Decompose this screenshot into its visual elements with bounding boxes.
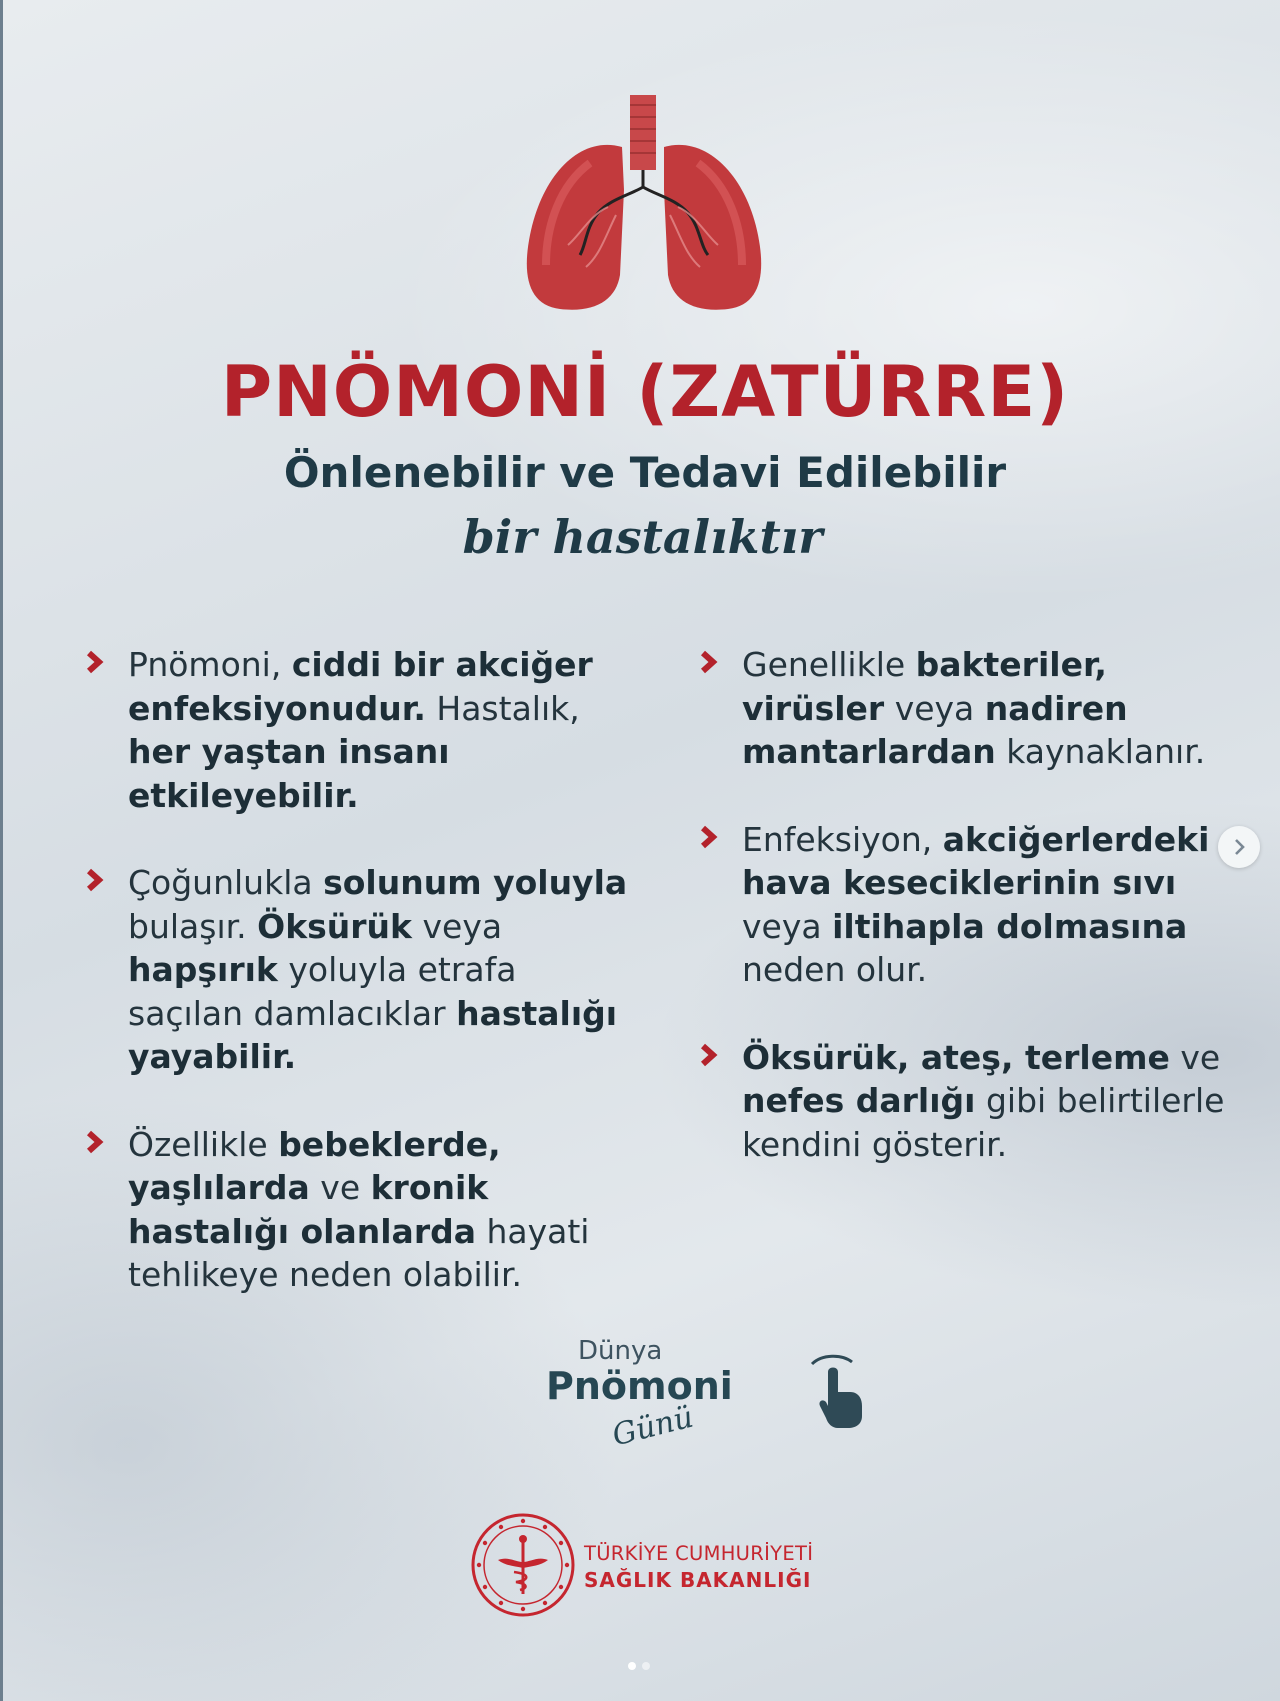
text-run-bold: hastalığı yayabilir. bbox=[128, 993, 618, 1076]
text-run: ve bbox=[309, 1168, 371, 1207]
bullet-text bbox=[128, 643, 629, 817]
bullet-text bbox=[742, 1036, 1243, 1167]
bullet-item bbox=[698, 818, 1243, 992]
text-run-bold: iltihapla dolmasına bbox=[832, 906, 1188, 946]
text-run-bold: hapşırık bbox=[128, 950, 278, 989]
bullet-item bbox=[84, 861, 629, 1079]
ministry-logo bbox=[470, 1512, 820, 1618]
text-run: Çoğunlukla bbox=[128, 863, 324, 902]
bullet-item bbox=[84, 643, 629, 817]
chevron-right-icon bbox=[1230, 837, 1248, 857]
chevron-right-icon bbox=[84, 865, 108, 895]
text-run-bold: nadiren mantarlardan bbox=[742, 688, 1128, 771]
text-run: yoluyla etrafa saçılan damlacıklar bbox=[128, 950, 517, 1033]
script-tagline: bir hastalıktır bbox=[462, 510, 823, 564]
chevron-right-icon bbox=[698, 822, 722, 852]
bullet-item bbox=[84, 1123, 629, 1297]
chevron-right-icon bbox=[698, 1040, 722, 1070]
text-run: Hastalık, bbox=[425, 688, 580, 728]
lungs-icon bbox=[520, 95, 770, 317]
text-run-bold: solunum yoluyla bbox=[323, 863, 628, 902]
text-run-bold: kronik hastalığı olanlarda bbox=[128, 1168, 489, 1251]
text-run-bold: bebeklerde, yaşlılarda bbox=[128, 1124, 501, 1207]
world-pneumonia-day-logo bbox=[540, 1335, 750, 1470]
chevron-right-icon bbox=[84, 1127, 108, 1157]
text-run: neden olur. bbox=[742, 950, 928, 989]
text-run-bold: Öksürük bbox=[257, 906, 412, 946]
text-run-bold: nefes darlığı bbox=[742, 1081, 976, 1120]
page-title: PNÖMONİ (ZATÜRRE) bbox=[220, 351, 1070, 433]
logo-line-bottom: Günü bbox=[608, 1399, 697, 1454]
bullet-text bbox=[128, 861, 629, 1079]
text-run: Pnömoni, bbox=[128, 645, 292, 684]
text-run: veya bbox=[884, 688, 985, 728]
bullet-item bbox=[698, 643, 1243, 774]
text-run: kaynaklanır. bbox=[995, 732, 1206, 771]
logo-line-top: Dünya bbox=[578, 1336, 663, 1366]
text-run: bulaşır. bbox=[128, 906, 258, 946]
text-run-bold: Öksürük, ateş, terleme bbox=[742, 1037, 1170, 1077]
carousel-dot[interactable] bbox=[642, 1662, 650, 1670]
text-run: veya bbox=[412, 906, 503, 946]
bullet-column-right bbox=[698, 643, 1243, 1210]
bullet-text bbox=[128, 1123, 629, 1297]
logo-line-middle: Pnömoni bbox=[546, 1364, 733, 1408]
text-run-bold: akciğerlerdeki hava keseciklerinin sıvı bbox=[742, 819, 1210, 902]
ministry-emblem-icon bbox=[470, 1512, 576, 1618]
page-subtitle: Önlenebilir ve Tedavi Edilebilir bbox=[283, 448, 1007, 497]
text-run: Özellikle bbox=[128, 1124, 279, 1164]
text-run: gibi belirtilerle kendini gösterir. bbox=[742, 1081, 1225, 1164]
left-edge-border bbox=[0, 0, 3, 1701]
chevron-right-icon bbox=[698, 647, 722, 677]
chevron-right-icon bbox=[84, 647, 108, 677]
text-run: ve bbox=[1169, 1037, 1221, 1077]
text-run-bold: ciddi bir akciğer enfeksiyonudur. bbox=[128, 645, 593, 728]
text-run: hayati tehlikeye neden olabilir. bbox=[128, 1211, 590, 1294]
tap-hand-icon bbox=[808, 1350, 868, 1430]
carousel-dot-active[interactable] bbox=[628, 1662, 636, 1670]
bullet-item bbox=[698, 1036, 1243, 1167]
bullet-column-left bbox=[84, 643, 629, 1341]
carousel-next-button[interactable] bbox=[1218, 826, 1260, 868]
bullet-text bbox=[742, 643, 1243, 774]
bullet-text bbox=[742, 818, 1243, 992]
text-run: Genellikle bbox=[742, 645, 916, 684]
ministry-name-line2: SAĞLIK BAKANLIĞI bbox=[584, 1568, 812, 1592]
text-run-bold: her yaştan insanı etkileyebilir. bbox=[128, 732, 450, 815]
ministry-name-line1: TÜRKİYE CUMHURİYETİ bbox=[584, 1542, 814, 1565]
text-run: Enfeksiyon, bbox=[742, 819, 943, 859]
text-run: veya bbox=[742, 906, 833, 946]
carousel-indicator bbox=[628, 1662, 658, 1672]
text-run-bold: bakteriler, virüsler bbox=[742, 645, 1107, 728]
